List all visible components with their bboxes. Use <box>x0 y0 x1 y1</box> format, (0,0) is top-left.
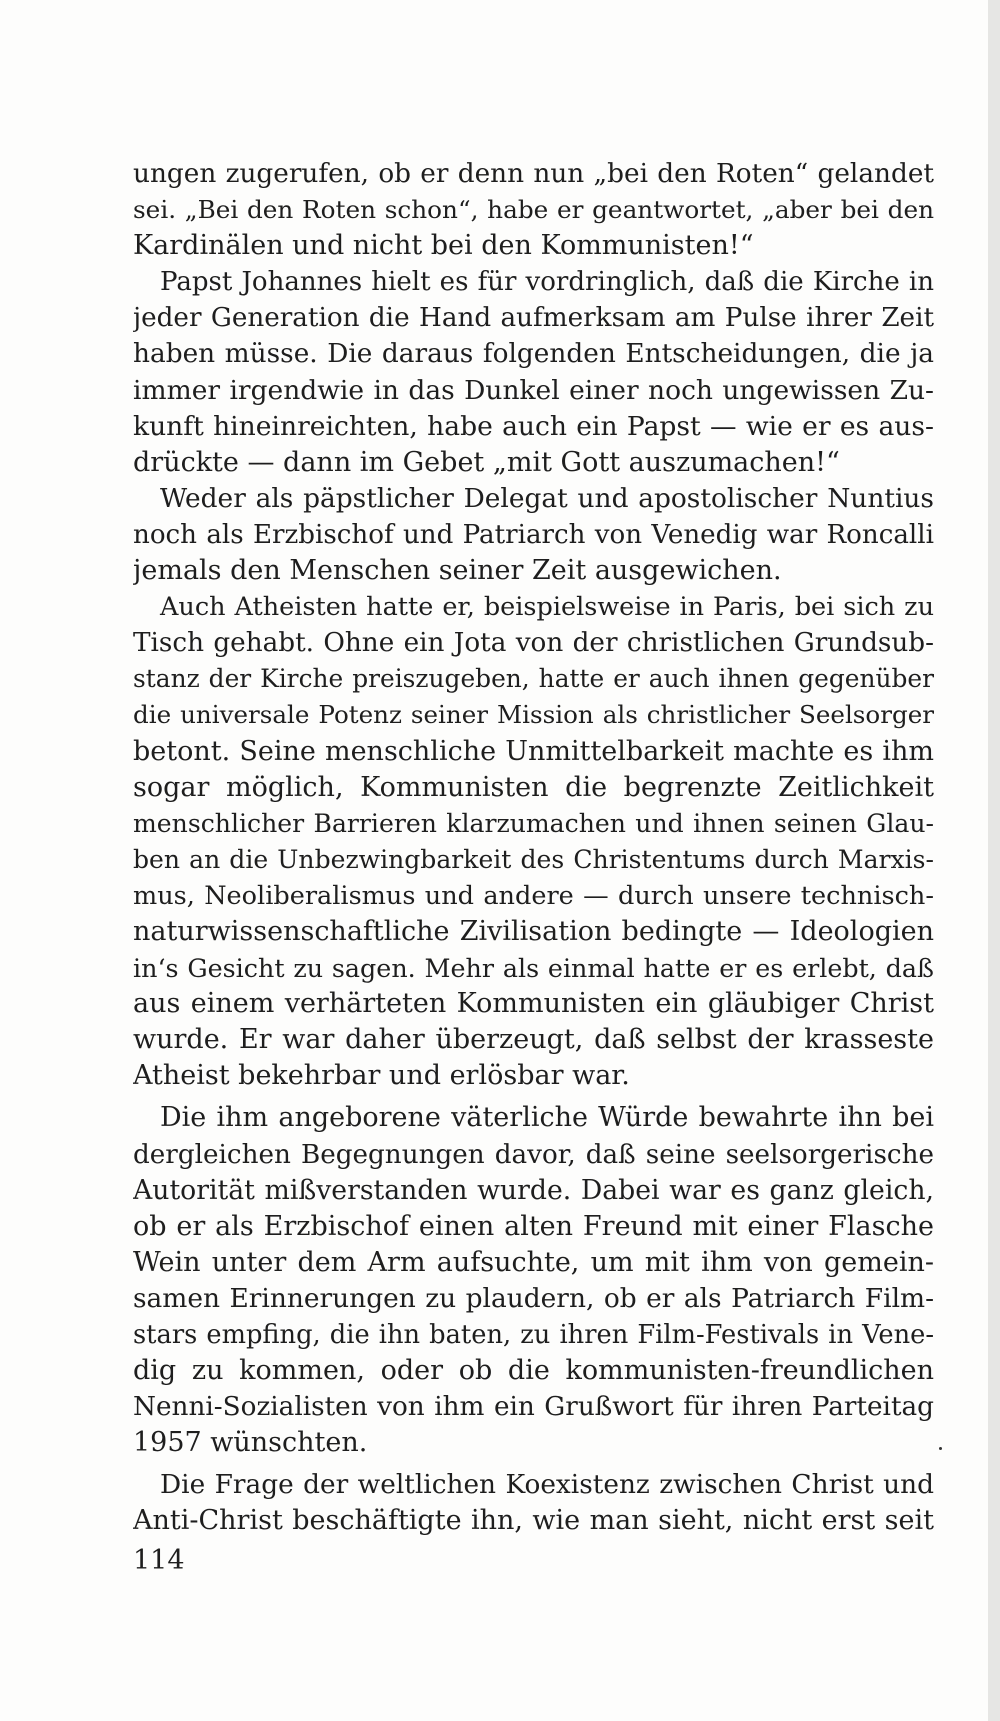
text-line: haben müsse. Die daraus folgenden Entscheidungen, die ja <box>133 339 934 370</box>
text-line: die universale Potenz seiner Mission als christlicher Seelsorger <box>133 700 934 730</box>
text-line: ben an die Unbezwingbarkeit des Christentums durch Marxis- <box>133 844 934 874</box>
scan-edge-shadow <box>988 0 1000 1721</box>
text-line: mus, Neoliberalismus und andere — durch unsere technisch- <box>133 880 934 911</box>
text-line: in‘s Gesicht zu sagen. Mehr als einmal hatte er es erlebt, daß <box>133 953 934 984</box>
text-line: aus einem verhärteten Kommunisten ein gläubiger Christ <box>133 988 934 1020</box>
text-line: drückte — dann im Gebet „mit Gott auszumachen!“ <box>133 446 840 478</box>
page-number: 114 <box>133 1545 185 1576</box>
text-line: betont. Seine menschliche Unmittelbarkeit machte es ihm <box>133 735 934 767</box>
print-speck <box>939 1447 942 1450</box>
text-line: Die ihm angeborene väterliche Würde bewahrte ihn bei <box>160 1102 934 1134</box>
text-line: Die Frage der weltlichen Koexistenz zwischen Christ und <box>160 1470 934 1501</box>
text-line: Autorität mißverstanden wurde. Dabei war es ganz gleich, <box>133 1174 934 1206</box>
text-line: samen Erinnerungen zu plaudern, ob er als Patriarch Film- <box>133 1282 934 1314</box>
text-line: sei. „Bei den Roten schon“, habe er geantwortet, „aber bei den <box>133 195 934 225</box>
text-line: menschlicher Barrieren klarzumachen und ihnen seinen Glau- <box>133 808 934 838</box>
text-line: kunft hineinreichten, habe auch ein Papst — wie er es aus- <box>133 410 934 442</box>
text-line: ungen zugerufen, ob er denn nun „bei den Roten“ gelandet <box>133 159 934 189</box>
body-text <box>133 156 934 1540</box>
text-line: stanz der Kirche preiszugeben, hatte er auch ihnen gegenüber <box>133 664 934 694</box>
text-line: Nenni-Sozialisten von ihm ein Grußwort für ihren Parteitag <box>133 1392 934 1423</box>
text-line: immer irgendwie in das Dunkel einer noch ungewissen Zu- <box>133 374 934 406</box>
text-line: Kardinälen und nicht bei den Kommunisten!“ <box>133 230 754 262</box>
text-line: wurde. Er war daher überzeugt, daß selbst der krasseste <box>133 1024 934 1056</box>
text-line: jeder Generation die Hand aufmerksam am Pulse ihrer Zeit <box>133 303 934 334</box>
text-line: Anti-Christ beschäftigte ihn, wie man sieht, nicht erst seit <box>133 1505 934 1537</box>
text-line: 1957 wünschten. <box>133 1427 368 1459</box>
text-line: noch als Erzbischof und Patriarch von Venedig war Roncalli <box>133 519 934 550</box>
text-line: stars empfing, die ihn baten, zu ihren Film-Festivals in Vene- <box>133 1320 934 1350</box>
text-line: naturwissenschaftliche Zivilisation bedingte — Ideologien <box>133 915 934 947</box>
text-line: sogar möglich, Kommunisten die begrenzte Zeitlichkeit <box>133 771 934 803</box>
text-line: jemals den Menschen seiner Zeit ausgewichen. <box>133 555 782 587</box>
text-line: Tisch gehabt. Ohne ein Jota von der christlichen Grundsub- <box>133 628 934 659</box>
text-line: Wein unter dem Arm aufsuchte, um mit ihm von gemein- <box>133 1246 934 1278</box>
text-line: ob er als Erzbischof einen alten Freund mit einer Flasche <box>133 1210 934 1242</box>
text-line: dergleichen Begegnungen davor, daß seine seelsorgerische <box>133 1139 934 1170</box>
text-line: Papst Johannes hielt es für vordringlich, daß die Kirche in <box>160 267 934 298</box>
text-line: Atheist bekehrbar und erlösbar war. <box>133 1060 630 1092</box>
text-line: Auch Atheisten hatte er, beispielsweise in Paris, bei sich zu <box>160 592 934 623</box>
text-line: dig zu kommen, oder ob die kommunisten-freundlichen <box>133 1355 934 1387</box>
text-line: Weder als päpstlicher Delegat und apostolischer Nuntius <box>160 482 934 514</box>
